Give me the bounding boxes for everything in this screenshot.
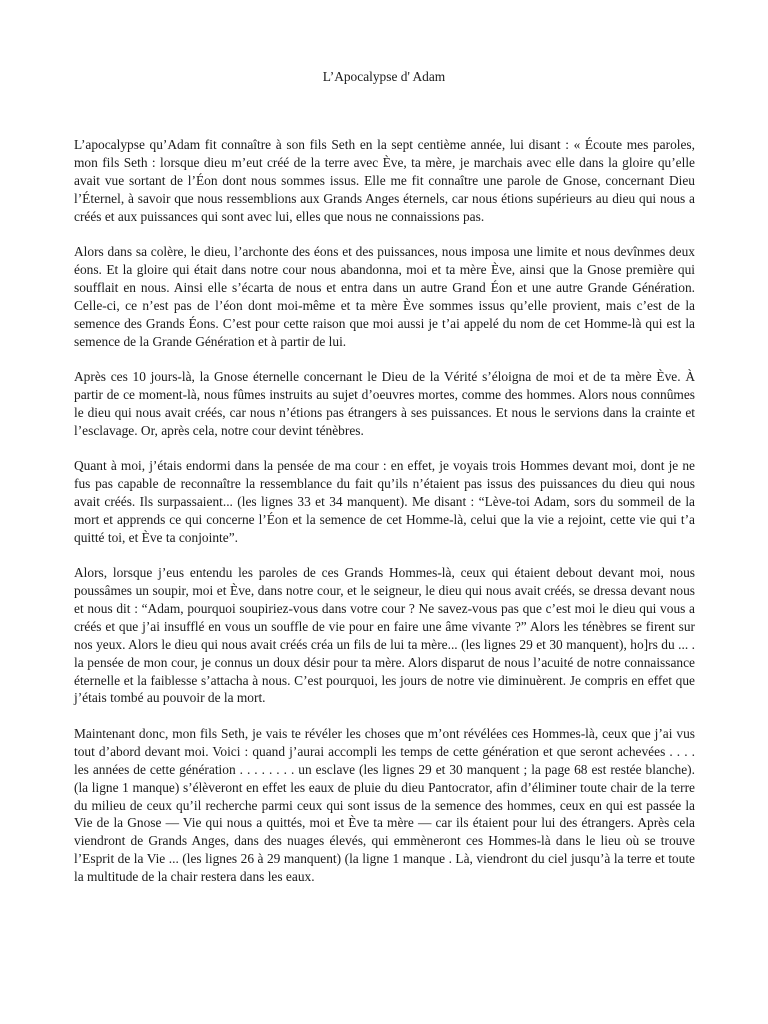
paragraph-4: Quant à moi, j’étais endormi dans la pensée de ma cour : en effet, je voyais trois Hommes devant moi, dont je ne fus pas capable de reconnaître la ressemblance du fait qu’ils n’étaient pas issus des puissances du dieu qui nous avait créés. Ils surpassaient... (les lignes 33 et 34 manquent). Me disant : “Lève-toi Adam, sors du sommeil de la mort et apprends ce qui concerne l’Éon et la semence de cet Homme-là, celui que la vie a rejoint, cette vie qui t’a quitté toi, et Ève ta conjointe”. <box>74 458 695 545</box>
document-body <box>74 136 695 904</box>
paragraph-2: Alors dans sa colère, le dieu, l’archonte des éons et des puissances, nous imposa une limite et nous devînmes deux éons. Et la gloire qui était dans notre cour nous abandonna, moi et ta mère Ève, ainsi que la Gnose première qui soufflait en nous. Ainsi elle s’écarta de nous et entra dans un autre Grand Éon et une autre Grande Génération. Celle-ci, ce n’est pas de l’éon dont moi-même et ta mère Ève sommes issus qu’elle provient, mais c’est de la semence des Grands Éons. C’est pour cette raison que moi aussi je t’ai appelé du nom de cet Homme-là qui est la semence de la Grande Génération et à partir de lui. <box>74 244 695 349</box>
paragraph-3: Après ces 10 jours-là, la Gnose éternelle concernant le Dieu de la Vérité s’éloigna de moi et de ta mère Ève. À partir de ce moment-là, nous fûmes instruits au sujet d’oeuvres mortes, comme des hommes. Alors nous connûmes le dieu qui nous avait créés, car nous n’étions pas étrangers à ses puissances. Et nous le servions dans la crainte et l’esclavage. Or, après cela, notre cour devint ténèbres. <box>74 368 695 438</box>
paragraph-1: L’apocalypse qu’Adam fit connaître à son fils Seth en la sept centième année, lui disant : « Écoute mes paroles, mon fils Seth : lorsque dieu m’eut créé de la terre avec Ève, ta mère, je marchais avec elle dans la gloire qu’elle avait vue sortant de l’Éon dont nous sommes issus. Elle me fit connaître une parole de Gnose, concernant Dieu l’Éternel, à savoir que nous ressemblions aux Grands Anges éternels, car nous étions supérieurs au dieu qui nous a créés et aux puissances qui sont avec lui, elles que nous ne connaissions pas. <box>74 137 695 224</box>
paragraph-6: Maintenant donc, mon fils Seth, je vais te révéler les choses que m’ont révélées ces Hommes-là, ceux que j’ai vus tout d’abord devant moi. Voici : quand j’aurai accompli les temps de cette génération et que seront achevées . . . . les années de cette génération . . . . . . . . un esclave (les lignes 29 et 30 manquent ; la page 68 est restée blanche). (la ligne 1 manque) s’élèveront en effet les eaux de pluie du dieu Pantocrator, afin d’éliminer toute chair de la terre du milieu de ceux qu’il recherche parmi ceux qui sont issus de la semence des hommes, ceux en qui est passée la Vie de la Gnose — Vie qui nous a quittés, moi et Ève ta mère — car ils étaient pour lui des étrangers. Après cela viendront de Grands Anges, dans des nuages élevés, qui emmèneront ces Hommes-là dans le lieu où se trouve l’Esprit de la Vie ... (les lignes 26 à 29 manquent) (la ligne 1 manque . Là, viendront du ciel jusqu’à la terre et toute la multitude de la chair restera dans les eaux. <box>74 725 695 885</box>
paragraph-5: Alors, lorsque j’eus entendu les paroles de ces Grands Hommes-là, ceux qui étaient debout devant moi, nous poussâmes un soupir, moi et Ève, dans notre cour, et le seigneur, le dieu qui nous avait créés, se dressa devant nous et nous dit : “Adam, pourquoi soupiriez-vous dans votre cour ? Ne savez-vous pas que c’est moi le dieu qui vous a créés et que j’ai insufflé en vous un souffle de vie pour en faire une âme vivante ?” Alors les ténèbres se firent sur nos yeux. Alors le dieu qui nous avait créés créa un fils de lui ta mère... (les lignes 29 et 30 manquent), ho]rs du ... . la pensée de mon cour, je connus un doux désir pour ta mère. Alors disparut de nous l’acuité de notre connaissance éternelle et la faiblesse s’attacha à nous. C’est pourquoi, les jours de notre vie diminuèrent. Je compris en effet que j’étais tombé au pouvoir de la mort. <box>74 565 695 706</box>
page-title: L’Apocalypse d' Adam <box>322 69 446 84</box>
